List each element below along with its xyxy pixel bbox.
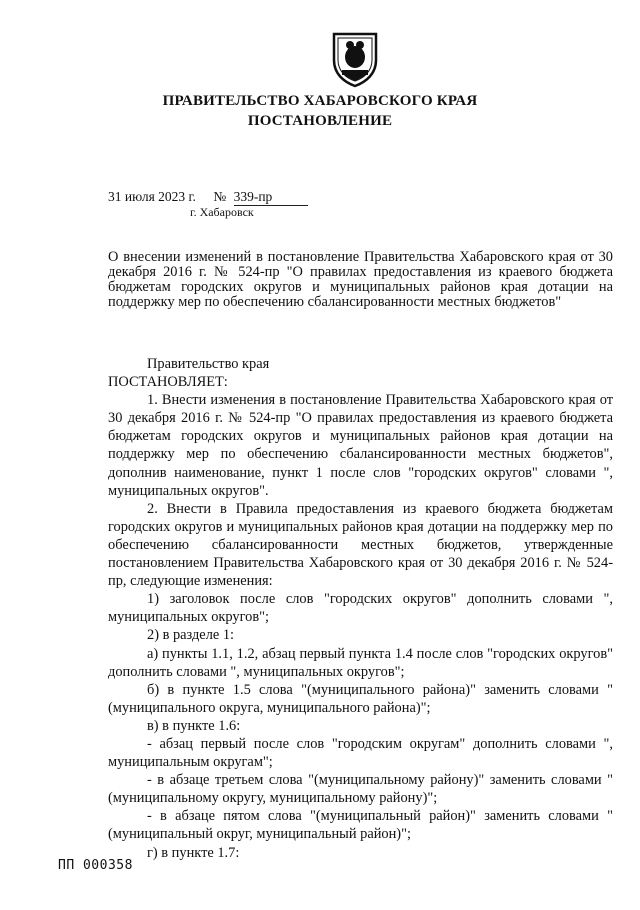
government-title: ПРАВИТЕЛЬСТВО ХАБАРОВСКОГО КРАЯ — [162, 93, 478, 109]
paragraph-5: а) пункты 1.1, 1.2, абзац первый пункта 1.4 после слов "городских округов" дополнить словами ", муниципальных округов"; — [108, 645, 613, 680]
paragraph-3: 1) заголовок после слов "городских округов" дополнить словами ", муниципальных округов"; — [108, 591, 613, 626]
paragraph-7: в) в пункте 1.6: — [147, 717, 241, 734]
document-subject: О внесении изменений в постановление Правительства Хабаровского края от 30 декабря 2016 г. № 524-пр "О правилах предоставления из краевого бюджета бюджетам городских округов и муниципальных районов края дотации на поддержку мер по обеспечению сбалансированности местных бюджетов" — [108, 249, 613, 310]
paragraph-10: - в абзаце пятом слова "(муниципальный район)" заменить словами "(муниципальный округ, муниципальный район)"; — [108, 808, 613, 843]
paragraph-8: - абзац первый после слов "городским округам" дополнить словами ", муниципальным округам"; — [108, 735, 613, 771]
city: г. Хабаровск — [190, 205, 254, 219]
coat-of-arms-icon — [330, 30, 380, 88]
number-label: № — [213, 189, 227, 204]
document-date: 31 июля 2023 г. — [108, 189, 196, 204]
document-number: 339-пр — [234, 189, 309, 206]
date-number-line — [108, 189, 308, 206]
paragraph-1: 1. Внести изменения в постановление Правительства Хабаровского края от 30 декабря 2016 г. № 524-пр "О правилах предоставления из краевого бюджета бюджетам городских округов и муниципальных районов края дотации на поддержку мер по обеспечению сбалансированности местных бюджетов", дополнив наименование, пункт 1 после слов "городских округов" словами ", муниципальных округов". — [108, 392, 613, 499]
form-code: ПП 000358 — [58, 858, 133, 873]
paragraph-intro: Правительство края — [147, 356, 270, 372]
paragraph-2: 2. Внести в Правила предоставления из краевого бюджета бюджетам городских округов и муниципальных районов края дотации на поддержку мер по обеспечению сбалансированности местных бюджетов, утвержденные постановлением Правительства Хабаровского края от 30 декабря 2016 г. № 524-пр, следующие изменения: — [108, 500, 613, 590]
paragraph-6: б) в пункте 1.5 слова "(муниципального района)" заменить словами "(муниципального округа, муниципального района)"; — [108, 681, 613, 716]
paragraph-9: - в абзаце третьем слова "(муниципальному району)" заменить словами "(муниципальному округу, муниципальному району)"; — [108, 772, 613, 807]
paragraph-4: 2) в разделе 1: — [147, 627, 235, 644]
document-body — [108, 355, 613, 862]
paragraph-11: г) в пункте 1.7: — [147, 844, 240, 861]
paragraph-resolves: ПОСТАНОВЛЯЕТ: — [108, 374, 228, 391]
document-type: ПОСТАНОВЛЕНИЕ — [247, 113, 393, 129]
